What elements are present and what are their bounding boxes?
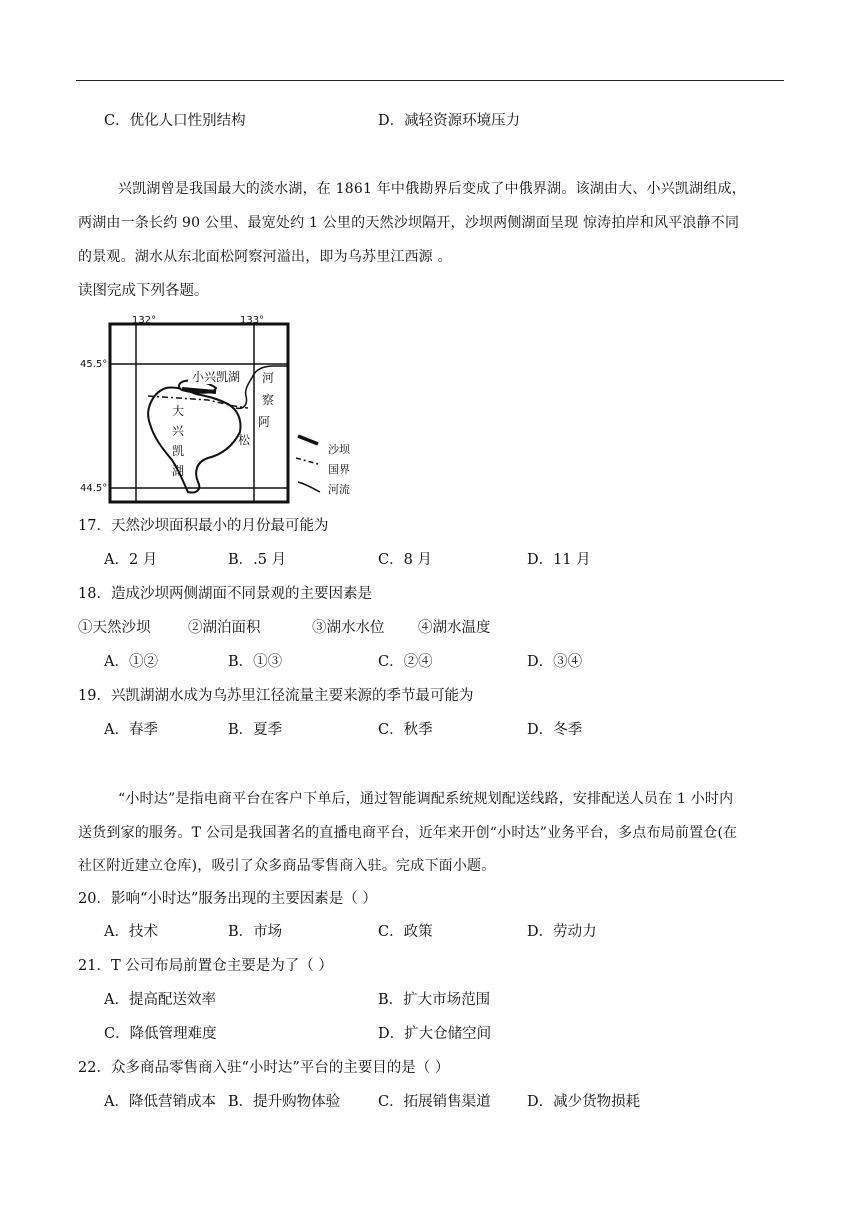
legend-dam-symbol [298, 436, 318, 444]
q22-option-d[interactable]: D．减少货物损耗 [527, 1094, 641, 1110]
q18-option-c[interactable]: C．②④ [378, 654, 433, 670]
q18-option-d[interactable]: D．③④ [527, 654, 583, 670]
big-lake-char-4: 湖 [172, 464, 185, 478]
legend-river-symbol [298, 482, 320, 492]
big-lake-char-3: 凯 [172, 444, 185, 458]
q21-stem: 21．T 公司布局前置仓主要是为了（ ） [78, 958, 333, 974]
lon-label-left: 132° [132, 315, 157, 326]
q21-option-c[interactable]: C．降低管理难度 [104, 1026, 217, 1042]
river-char-2: 察 [262, 393, 275, 407]
q19-option-a[interactable]: A．春季 [104, 722, 158, 738]
prev-option-c: C．优化人口性别结构 [104, 113, 246, 129]
q17-stem: 17．天然沙坝面积最小的月份最可能为 [78, 518, 329, 534]
xingkai-lake-map [78, 312, 378, 504]
passage1-line2: 两湖由一条长约 90 公里、最宽处约 1 公里的天然沙坝隔开，沙坝两侧湖面呈现 惊涛拍岸和风平浪静不同 [78, 215, 740, 231]
q22-option-c[interactable]: C．拓展销售渠道 [378, 1094, 491, 1110]
legend-border-symbol [296, 458, 318, 464]
q22-stem: 22．众多商品零售商入驻“小时达”平台的主要目的是（ ） [78, 1060, 450, 1076]
border-line [148, 396, 248, 408]
big-lake-shore [148, 387, 240, 492]
q18-option-b[interactable]: B．①③ [228, 654, 283, 670]
q19-option-c[interactable]: C．秋季 [378, 722, 433, 738]
river-char-3: 阿 [258, 415, 271, 429]
q18-option-a[interactable]: A．①② [104, 654, 158, 670]
q17-option-a[interactable]: A．2 月 [104, 552, 158, 568]
q20-option-d[interactable]: D．劳动力 [527, 924, 597, 940]
passage2-line3: 社区附近建立仓库)，吸引了众多商品零售商入驻。完成下面小题。 [78, 858, 496, 874]
header-rule [76, 80, 784, 81]
big-lake-char-2: 兴 [172, 424, 185, 438]
legend-river-label: 河流 [328, 483, 350, 496]
q21-option-b[interactable]: B．扩大市场范围 [378, 992, 491, 1008]
legend-dam-label: 沙坝 [328, 443, 350, 456]
q17-option-d[interactable]: D．11 月 [527, 552, 591, 568]
q20-option-a[interactable]: A．技术 [104, 924, 158, 940]
q19-option-d[interactable]: D．冬季 [527, 722, 583, 738]
q22-option-b[interactable]: B．提升购物体验 [228, 1094, 341, 1110]
river-char-1: 河 [262, 371, 275, 385]
passage2-line2: 送货到家的服务。T 公司是我国著名的直播电商平台，近年来开创“小时达”业务平台，多点布局前置仓(在 [78, 825, 738, 841]
big-lake-char-1: 大 [172, 404, 185, 418]
legend-border-label: 国界 [328, 463, 350, 476]
lat-label-bottom: 44.5° [80, 483, 108, 494]
passage2-line1: “小时达”是指电商平台在客户下单后，通过智能调配系统规划配送线路，安排配送人员在 1 小时内 [118, 791, 734, 807]
river-char-4: 松 [238, 433, 251, 447]
q20-stem: 20．影响“小时达”服务出现的主要因素是（ ） [78, 891, 377, 907]
q22-option-a[interactable]: A．降低营销成本 [104, 1094, 216, 1110]
passage1-line3: 的景观。湖水从东北面松阿察河溢出，即为乌苏里江西源 。 [78, 249, 452, 265]
q21-option-d[interactable]: D．扩大仓储空间 [378, 1026, 492, 1042]
q18-item-1: ①天然沙坝 [78, 620, 151, 636]
q18-item-3: ③湖水水位 [312, 620, 385, 636]
q21-option-a[interactable]: A．提高配送效率 [104, 992, 216, 1008]
q18-item-2: ②湖泊面积 [188, 620, 261, 636]
passage1-instruction: 读图完成下列各题。 [78, 283, 209, 299]
q18-stem: 18．造成沙坝两侧湖面不同景观的主要因素是 [78, 586, 372, 602]
passage1-line1: 兴凯湖曾是我国最大的淡水湖，在 1861 年中俄勘界后变成了中俄界湖。该湖由大、小兴凯湖组成， [118, 181, 746, 197]
small-lake-label: 小兴凯湖 [192, 370, 241, 384]
q18-item-4: ④湖水温度 [418, 620, 491, 636]
q19-stem: 19．兴凯湖湖水成为乌苏里江径流量主要来源的季节最可能为 [78, 688, 474, 704]
q17-option-c[interactable]: C．8 月 [378, 552, 432, 568]
q20-option-c[interactable]: C．政策 [378, 924, 433, 940]
lon-label-right: 133° [240, 315, 265, 326]
prev-option-d: D．减轻资源环境压力 [378, 113, 521, 129]
q20-option-b[interactable]: B．市场 [228, 924, 283, 940]
lat-label-top: 45.5° [80, 359, 108, 370]
q19-option-b[interactable]: B．夏季 [228, 722, 283, 738]
q17-option-b[interactable]: B．.5 月 [228, 552, 287, 568]
